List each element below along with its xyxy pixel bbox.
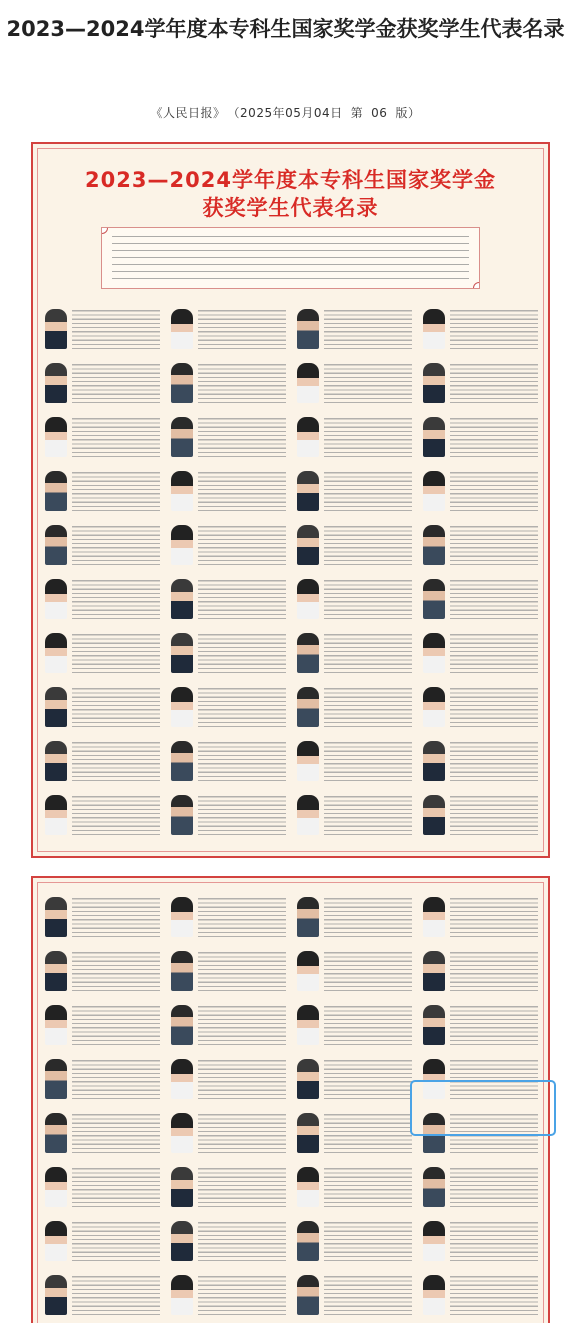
awardee-photo: [45, 795, 67, 835]
awardee-entry: [293, 1214, 415, 1264]
awardee-bio-text: [198, 525, 286, 565]
awardee-bio-text: [450, 633, 538, 673]
source-outlet: 《人民日报》: [150, 106, 226, 120]
awardee-entry: [293, 998, 415, 1048]
awardee-bio-text: [72, 417, 160, 457]
awardee-bio-text: [198, 417, 286, 457]
awardee-photo: [297, 687, 319, 727]
awardee-entry: [419, 1268, 541, 1318]
awardee-bio-text: [72, 741, 160, 781]
awardee-bio-text: [324, 633, 412, 673]
awardee-entry: [293, 1052, 415, 1102]
awardee-bio-text: [72, 363, 160, 403]
awardee-entry: [167, 1160, 289, 1210]
awardee-entry: [41, 680, 163, 730]
awardee-photo: [45, 1221, 67, 1261]
awardee-bio-text: [72, 1113, 160, 1153]
awardee-bio-text: [72, 1005, 160, 1045]
awardee-entry: [293, 1106, 415, 1156]
awardee-bio-text: [450, 1005, 538, 1045]
awardee-bio-text: [324, 471, 412, 511]
awardee-photo: [423, 1167, 445, 1207]
awardee-bio-text: [72, 633, 160, 673]
awardee-entry: [293, 410, 415, 460]
intro-corner-ornament: [101, 227, 108, 234]
awardee-entry: [419, 998, 541, 1048]
awardee-entry: [41, 356, 163, 406]
awardee-photo: [45, 363, 67, 403]
awardee-bio-text: [324, 1113, 412, 1153]
awardee-grid: [41, 302, 540, 852]
awardee-photo: [171, 633, 193, 673]
awardee-entry: [41, 998, 163, 1048]
awardee-bio-text: [198, 1113, 286, 1153]
awardee-bio-text: [450, 795, 538, 835]
awardee-bio-text: [324, 687, 412, 727]
awardee-photo: [297, 579, 319, 619]
awardee-bio-text: [450, 687, 538, 727]
awardee-photo: [423, 579, 445, 619]
awardee-bio-text: [72, 525, 160, 565]
awardee-bio-text: [324, 1167, 412, 1207]
awardee-entry: [167, 788, 289, 838]
awardee-photo: [297, 951, 319, 991]
awardee-entry: [41, 1160, 163, 1210]
awardee-entry: [419, 944, 541, 994]
awardee-entry: [41, 890, 163, 940]
awardee-entry: [41, 1214, 163, 1264]
awardee-photo: [45, 471, 67, 511]
awardee-photo: [423, 309, 445, 349]
awardee-photo: [45, 1005, 67, 1045]
awardee-photo: [45, 951, 67, 991]
awardee-entry: [167, 410, 289, 460]
awardee-entry: [41, 788, 163, 838]
awardee-photo: [297, 741, 319, 781]
awardee-bio-text: [198, 471, 286, 511]
awardee-photo: [297, 1059, 319, 1099]
awardee-entry: [419, 410, 541, 460]
awardee-photo: [297, 897, 319, 937]
awardee-photo: [423, 1275, 445, 1315]
awardee-entry: [41, 734, 163, 784]
awardee-entry: [41, 410, 163, 460]
awardee-bio-text: [450, 363, 538, 403]
awardee-bio-text: [324, 1059, 412, 1099]
awardee-bio-text: [450, 471, 538, 511]
awardee-photo: [171, 525, 193, 565]
awardee-bio-text: [72, 951, 160, 991]
awardee-photo: [297, 1167, 319, 1207]
awardee-photo: [171, 687, 193, 727]
awardee-photo: [423, 1221, 445, 1261]
awardee-photo: [45, 687, 67, 727]
awardee-entry: [41, 944, 163, 994]
awardee-bio-text: [324, 363, 412, 403]
awardee-bio-text: [198, 741, 286, 781]
awardee-entry: [167, 1268, 289, 1318]
awardee-entry: [167, 302, 289, 352]
awardee-photo: [45, 897, 67, 937]
awardee-photo: [423, 951, 445, 991]
awardee-bio-text: [198, 1005, 286, 1045]
awardee-entry: [419, 518, 541, 568]
awardee-entry: [167, 1106, 289, 1156]
awardee-entry: [167, 1052, 289, 1102]
awardee-entry: [167, 356, 289, 406]
awardee-bio-text: [450, 741, 538, 781]
awardee-photo: [45, 417, 67, 457]
awardee-bio-text: [198, 951, 286, 991]
awardee-entry: [41, 572, 163, 622]
awardee-bio-text: [198, 897, 286, 937]
awardee-photo: [423, 633, 445, 673]
awardee-entry: [419, 572, 541, 622]
awardee-entry: [293, 572, 415, 622]
awardee-bio-text: [72, 687, 160, 727]
awardee-photo: [45, 741, 67, 781]
awardee-bio-text: [450, 525, 538, 565]
awardee-photo: [297, 309, 319, 349]
source-line: [0, 104, 571, 121]
awardee-entry: [293, 1160, 415, 1210]
awardee-entry: [419, 890, 541, 940]
awardee-bio-text: [450, 1167, 538, 1207]
awardee-photo: [297, 525, 319, 565]
awardee-photo: [297, 363, 319, 403]
awardee-bio-text: [72, 1221, 160, 1261]
awardee-photo: [171, 795, 193, 835]
awardee-entry: [293, 680, 415, 730]
awardee-photo: [171, 1059, 193, 1099]
awardee-bio-text: [324, 795, 412, 835]
awardee-bio-text: [198, 579, 286, 619]
awardee-photo: [297, 1221, 319, 1261]
awardee-photo: [171, 741, 193, 781]
source-page-label: 第: [350, 106, 364, 120]
newspaper-intro-box: [101, 227, 480, 289]
awardee-photo: [297, 471, 319, 511]
awardee-bio-text: [198, 309, 286, 349]
awardee-photo: [45, 309, 67, 349]
awardee-bio-text: [198, 1059, 286, 1099]
awardee-photo: [423, 471, 445, 511]
awardee-entry: [293, 464, 415, 514]
awardee-bio-text: [72, 1167, 160, 1207]
awardee-photo: [171, 363, 193, 403]
awardee-photo: [171, 1167, 193, 1207]
awardee-bio-text: [450, 579, 538, 619]
awardee-photo: [423, 417, 445, 457]
source-page-suffix: 版）: [395, 106, 421, 120]
awardee-entry: [41, 302, 163, 352]
awardee-bio-text: [72, 1059, 160, 1099]
awardee-bio-text: [198, 363, 286, 403]
newspaper-page-image: [31, 142, 550, 858]
awardee-bio-text: [450, 897, 538, 937]
awardee-bio-text: [72, 795, 160, 835]
awardee-bio-text: [450, 309, 538, 349]
awardee-photo: [297, 1275, 319, 1315]
source-date: （2025年05月04日: [233, 106, 343, 120]
awardee-photo: [45, 579, 67, 619]
awardee-entry: [419, 680, 541, 730]
awardee-photo: [171, 579, 193, 619]
source-page-number: 06: [371, 106, 388, 120]
awardee-entry: [167, 518, 289, 568]
awardee-entry: [167, 734, 289, 784]
awardee-photo: [423, 897, 445, 937]
awardee-entry: [293, 890, 415, 940]
awardee-photo: [297, 417, 319, 457]
awardee-bio-text: [324, 579, 412, 619]
article-title: 2023—2024学年度本专科生国家奖学金获奖学生代表名录: [6, 17, 565, 41]
awardee-bio-text: [324, 1005, 412, 1045]
newspaper-headline-line2: 获奖学生代表名录: [202, 196, 379, 220]
awardee-bio-text: [324, 1221, 412, 1261]
awardee-bio-text: [324, 309, 412, 349]
awardee-entry: [41, 464, 163, 514]
awardee-entry: [419, 464, 541, 514]
awardee-entry: [41, 1268, 163, 1318]
awardee-entry: [293, 302, 415, 352]
awardee-photo: [171, 309, 193, 349]
awardee-entry: [293, 626, 415, 676]
awardee-photo: [297, 633, 319, 673]
awardee-bio-text: [450, 417, 538, 457]
awardee-photo: [171, 1275, 193, 1315]
awardee-photo: [423, 741, 445, 781]
awardee-bio-text: [72, 1275, 160, 1315]
awardee-photo: [171, 1113, 193, 1153]
awardee-photo: [423, 363, 445, 403]
awardee-entry: [167, 890, 289, 940]
awardee-bio-text: [198, 633, 286, 673]
awardee-bio-text: [324, 417, 412, 457]
awardee-bio-text: [450, 951, 538, 991]
awardee-entry: [419, 302, 541, 352]
awardee-bio-text: [72, 897, 160, 937]
awardee-entry: [419, 1160, 541, 1210]
awardee-photo: [45, 1059, 67, 1099]
awardee-bio-text: [324, 525, 412, 565]
awardee-entry: [167, 464, 289, 514]
awardee-entry: [419, 356, 541, 406]
awardee-entry: [41, 626, 163, 676]
awardee-bio-text: [198, 1275, 286, 1315]
awardee-entry: [167, 944, 289, 994]
awardee-entry: [293, 1268, 415, 1318]
awardee-entry: [293, 788, 415, 838]
awardee-entry: [419, 1214, 541, 1264]
awardee-bio-text: [324, 951, 412, 991]
awardee-photo: [45, 1167, 67, 1207]
awardee-entry: [419, 788, 541, 838]
awardee-bio-text: [324, 897, 412, 937]
awardee-bio-text: [198, 1167, 286, 1207]
selection-highlight-box: [410, 1080, 556, 1136]
awardee-entry: [167, 998, 289, 1048]
awardee-photo: [171, 471, 193, 511]
awardee-photo: [423, 687, 445, 727]
awardee-bio-text: [72, 579, 160, 619]
awardee-bio-text: [324, 1275, 412, 1315]
awardee-photo: [45, 1113, 67, 1153]
awardee-entry: [419, 626, 541, 676]
awardee-entry: [419, 734, 541, 784]
awardee-entry: [41, 1106, 163, 1156]
newspaper-headline-line1: 2023—2024学年度本专科生国家奖学金: [85, 168, 496, 192]
awardee-bio-text: [198, 1221, 286, 1261]
awardee-photo: [423, 525, 445, 565]
awardee-photo: [297, 1113, 319, 1153]
awardee-bio-text: [450, 1275, 538, 1315]
awardee-photo: [423, 1005, 445, 1045]
awardee-photo: [45, 633, 67, 673]
intro-corner-ornament: [473, 282, 480, 289]
awardee-entry: [293, 944, 415, 994]
awardee-photo: [297, 795, 319, 835]
awardee-entry: [167, 626, 289, 676]
awardee-photo: [171, 1005, 193, 1045]
awardee-bio-text: [450, 1221, 538, 1261]
awardee-photo: [171, 1221, 193, 1261]
awardee-entry: [167, 572, 289, 622]
awardee-photo: [171, 417, 193, 457]
intro-text-block: [112, 234, 469, 282]
awardee-photo: [171, 951, 193, 991]
awardee-entry: [41, 1052, 163, 1102]
awardee-bio-text: [72, 309, 160, 349]
awardee-photo: [45, 1275, 67, 1315]
awardee-photo: [297, 1005, 319, 1045]
awardee-bio-text: [72, 471, 160, 511]
awardee-entry: [293, 734, 415, 784]
awardee-photo: [171, 897, 193, 937]
awardee-entry: [293, 356, 415, 406]
awardee-bio-text: [198, 687, 286, 727]
awardee-photo: [423, 795, 445, 835]
awardee-photo: [45, 525, 67, 565]
awardee-bio-text: [198, 795, 286, 835]
awardee-entry: [167, 680, 289, 730]
awardee-entry: [293, 518, 415, 568]
awardee-entry: [41, 518, 163, 568]
awardee-entry: [167, 1214, 289, 1264]
awardee-bio-text: [324, 741, 412, 781]
